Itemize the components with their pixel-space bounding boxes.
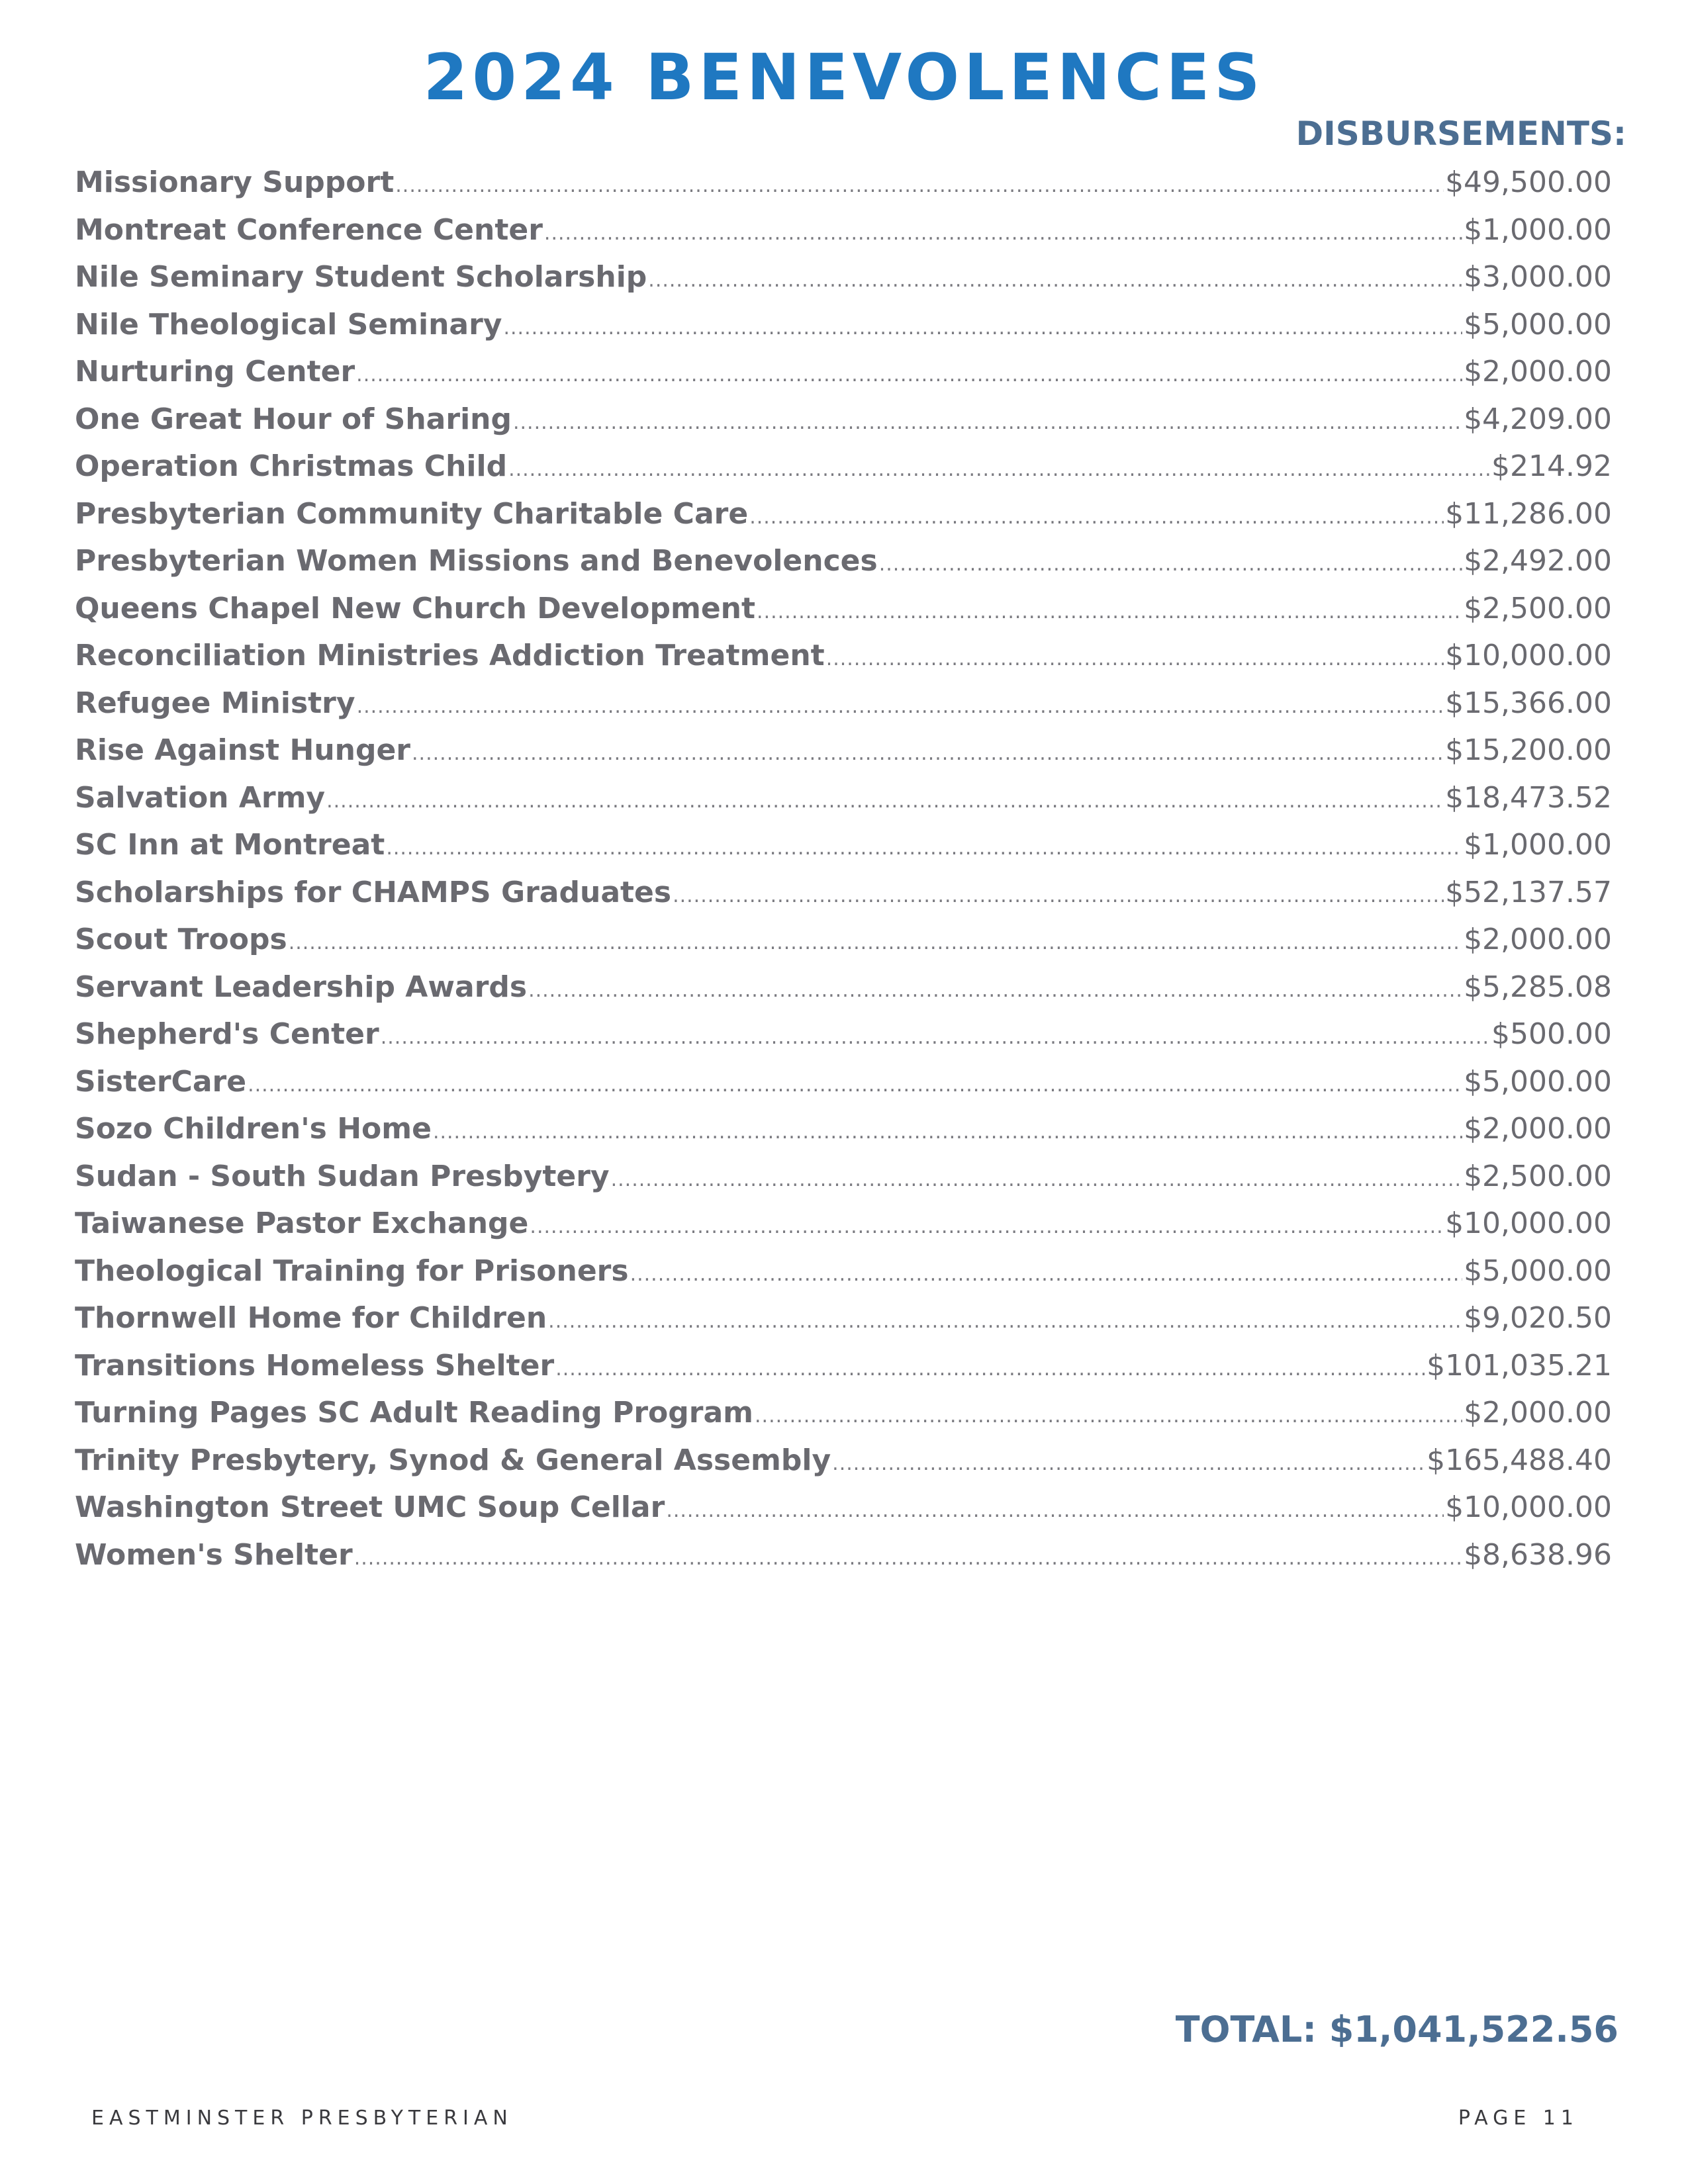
dot-leader [508,458,1490,481]
dot-leader [386,837,1462,860]
item-amount: $10,000.00 [1445,1490,1612,1524]
item-name: SC Inn at Montreat [75,828,385,862]
item-amount: $2,000.00 [1464,355,1612,388]
item-name: Taiwanese Pastor Exchange [75,1206,529,1240]
dot-leader [548,1310,1462,1333]
item-amount: $165,488.40 [1427,1443,1612,1477]
item-name: Trinity Presbytery, Synod & General Assembly [75,1443,831,1477]
list-item [75,449,1612,497]
dot-leader [826,647,1444,670]
list-item [75,260,1612,308]
dot-leader [630,1263,1463,1286]
item-name: Nurturing Center [75,355,355,388]
list-item [75,1065,1612,1113]
item-name: Montreat Conference Center [75,212,543,247]
list-item [75,1254,1612,1302]
list-item [75,1538,1612,1586]
list-item [75,402,1612,450]
list-item [75,1160,1612,1207]
item-amount: $2,000.00 [1464,1112,1612,1146]
dot-leader [528,979,1462,1002]
item-amount: $2,492.00 [1464,544,1612,578]
list-item [75,970,1612,1018]
list-item [75,165,1612,213]
list-item [75,781,1612,829]
list-item [75,1301,1612,1349]
dot-leader [757,600,1462,623]
item-amount: $214.92 [1491,449,1612,483]
list-item [75,1112,1612,1160]
dot-leader [503,316,1462,340]
list-item [75,686,1612,734]
item-name: Turning Pages SC Adult Reading Program [75,1396,753,1430]
list-item [75,1490,1612,1538]
item-name: Missionary Support [75,165,395,199]
dot-leader [395,174,1444,197]
item-amount: $2,500.00 [1464,1159,1612,1193]
item-amount: $1,000.00 [1464,828,1612,862]
item-name: Nile Seminary Student Scholarship [75,260,647,294]
item-amount: $15,200.00 [1445,733,1612,767]
dot-leader [755,1404,1462,1428]
item-name: Presbyterian Women Missions and Benevolences [75,544,878,578]
item-name: Servant Leadership Awards [75,970,528,1004]
item-name: Theological Training for Prisoners [75,1253,629,1288]
list-item [75,639,1612,686]
dot-leader [289,931,1462,954]
item-name: Operation Christmas Child [75,449,508,483]
item-amount: $2,000.00 [1464,923,1612,956]
list-item [75,592,1612,639]
list-item [75,213,1612,261]
item-amount: $10,000.00 [1445,639,1612,672]
item-amount: $49,500.00 [1445,165,1612,199]
item-amount: $8,638.96 [1464,1537,1612,1572]
dot-leader [357,695,1444,718]
list-item [75,1017,1612,1065]
item-amount: $101,035.21 [1427,1348,1612,1383]
item-amount: $2,000.00 [1464,1396,1612,1430]
item-amount: $5,285.08 [1464,970,1612,1004]
item-name: Refugee Ministry [75,686,355,720]
dot-leader [648,269,1462,292]
item-name: Salvation Army [75,780,326,815]
item-name: Nile Theological Seminary [75,307,502,341]
footer-page-number: PAGE 11 [1458,2107,1579,2130]
item-name: Shepherd's Center [75,1017,379,1051]
dot-leader [673,884,1444,907]
list-item [75,308,1612,355]
benevolence-list [75,165,1612,1585]
item-name: Sozo Children's Home [75,1112,432,1146]
list-item [75,733,1612,781]
dot-leader [749,506,1444,529]
list-item [75,497,1612,545]
item-name: One Great Hour of Sharing [75,402,512,436]
item-amount: $5,000.00 [1464,1253,1612,1288]
total-amount: TOTAL: $1,041,522.56 [1175,2009,1618,2050]
dot-leader [354,1547,1462,1570]
dot-leader [666,1499,1444,1522]
list-item [75,828,1612,876]
item-name: Washington Street UMC Soup Cellar [75,1490,665,1524]
item-name: Presbyterian Community Charitable Care [75,496,749,531]
item-amount: $52,137.57 [1445,875,1612,909]
item-name: Thornwell Home for Children [75,1301,547,1335]
dot-leader [832,1452,1425,1475]
dot-leader [433,1120,1462,1144]
item-amount: $15,366.00 [1445,686,1612,720]
item-amount: $5,000.00 [1464,1064,1612,1099]
item-name: Reconciliation Ministries Addiction Treatment [75,639,825,672]
dot-leader [611,1168,1462,1191]
list-item [75,1206,1612,1254]
item-name: Sudan - South Sudan Presbytery [75,1159,610,1193]
item-name: Scout Troops [75,923,287,956]
page-title: 2024 BENEVOLENCES [423,40,1265,114]
list-item [75,876,1612,923]
dot-leader [544,222,1462,245]
dot-leader [248,1073,1462,1097]
item-name: Rise Against Hunger [75,733,411,767]
list-item [75,355,1612,402]
list-item [75,1443,1612,1491]
item-amount: $18,473.52 [1445,780,1612,815]
list-item [75,923,1612,970]
dot-leader [513,411,1462,434]
item-amount: $500.00 [1491,1017,1612,1051]
dot-leader [356,363,1462,387]
item-name: Transitions Homeless Shelter [75,1348,555,1383]
list-item [75,1396,1612,1443]
list-item [75,1349,1612,1396]
dot-leader [555,1357,1425,1381]
item-name: SisterCare [75,1064,247,1099]
item-amount: $4,209.00 [1464,402,1612,436]
item-amount: $2,500.00 [1464,591,1612,625]
item-name: Queens Chapel New Church Development [75,591,756,625]
item-amount: $3,000.00 [1464,260,1612,294]
item-amount: $5,000.00 [1464,307,1612,341]
dot-leader [412,742,1444,765]
list-item [75,544,1612,592]
dot-leader [879,553,1462,576]
item-amount: $1,000.00 [1464,212,1612,247]
item-amount: $9,020.50 [1464,1301,1612,1335]
item-amount: $10,000.00 [1445,1206,1612,1240]
item-name: Women's Shelter [75,1537,353,1572]
footer-church-name: EASTMINSTER PRESBYTERIAN [91,2107,513,2130]
dot-leader [530,1215,1444,1238]
dot-leader [326,790,1444,813]
item-amount: $11,286.00 [1445,496,1612,531]
disbursements-header: DISBURSEMENTS: [1295,114,1626,153]
dot-leader [381,1026,1490,1049]
item-name: Scholarships for CHAMPS Graduates [75,875,672,909]
